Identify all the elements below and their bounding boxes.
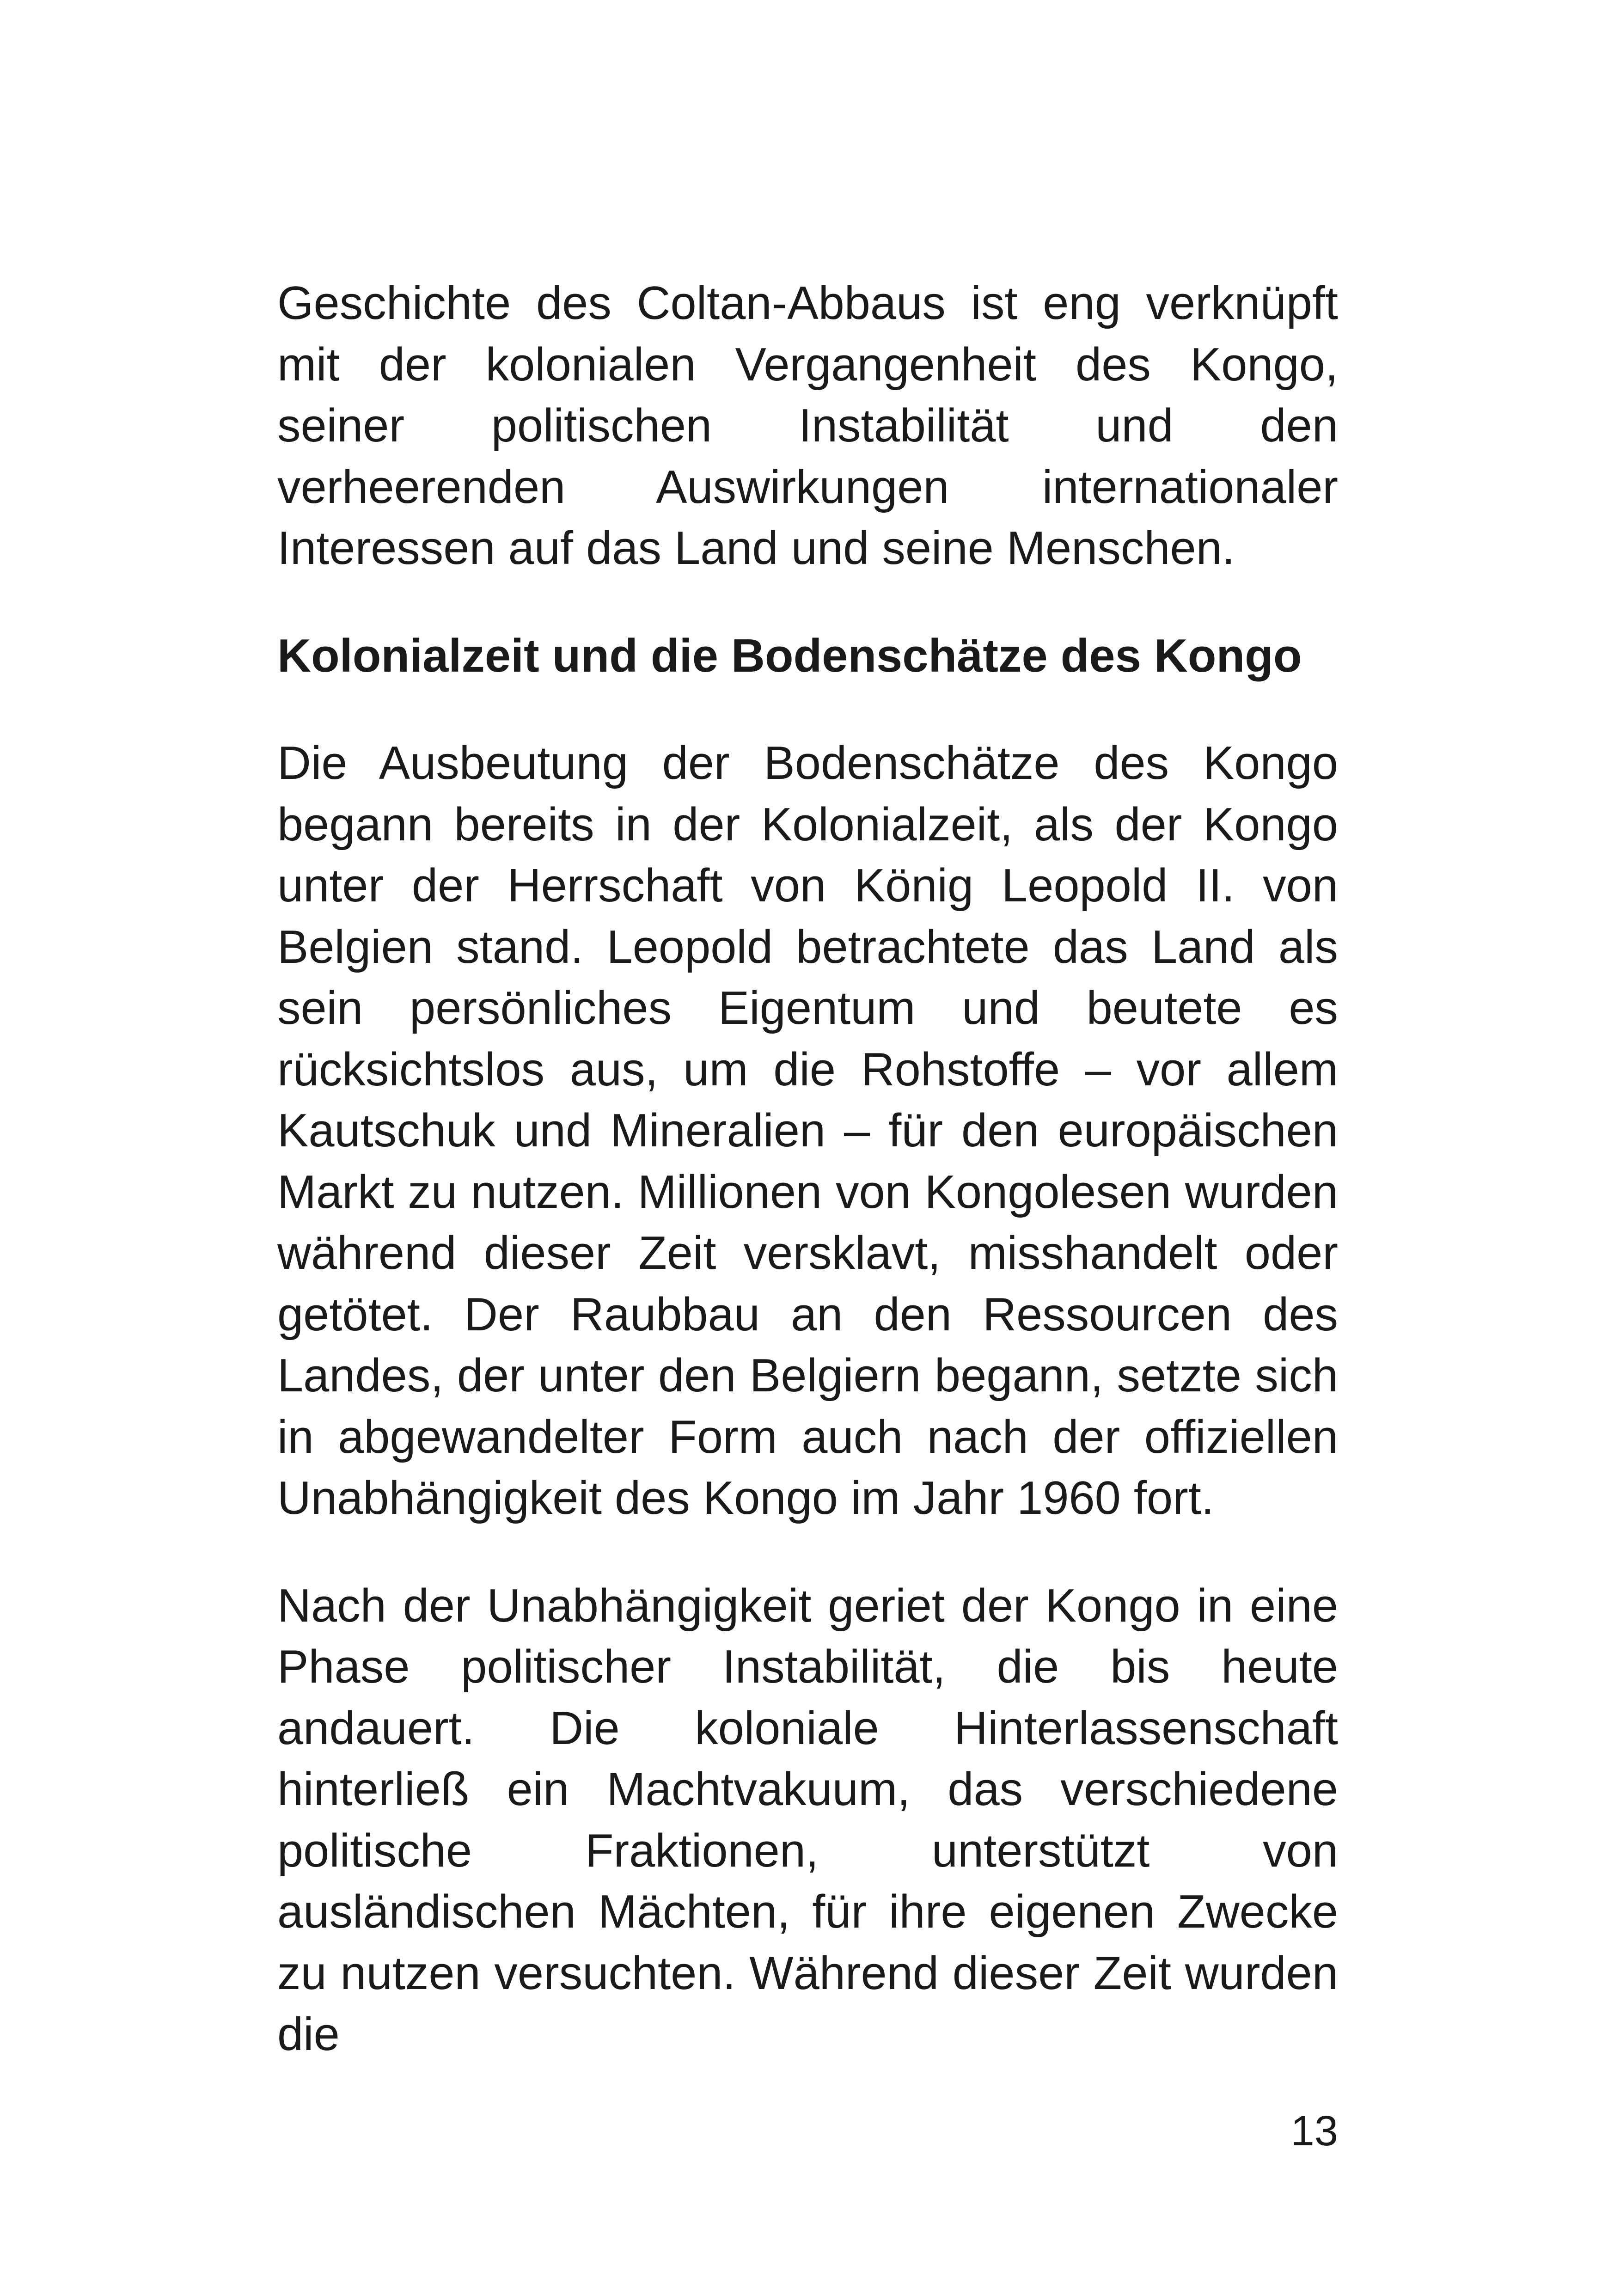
page-number: 13 (1290, 2107, 1338, 2155)
text-column (277, 273, 1338, 2065)
intro-paragraph: Geschichte des Coltan-Abbaus ist eng verknüpft mit der kolonialen Vergangenheit des Kongo, seiner politischen Instabilität und den verheerenden Auswirkungen internationaler Interessen auf das Land und seine Menschen. (277, 277, 1338, 574)
colonial-paragraph: Die Ausbeutung der Bodenschätze des Kongo begann bereits in der Kolonialzeit, als der Kongo unter der Herrschaft von König Leopold II. von Belgien stand. Leopold betrachtete das Land als sein persönliches Eigentum und beutete es rücksichtslos aus, um die Rohstoffe – vor allem Kautschuk und Mineralien – für den europäischen Markt zu nutzen. Millionen von Kongolesen wurden während dieser Zeit versklavt, misshandelt oder getötet. Der Raubbau an den Ressourcen des Landes, der unter den Belgiern begann, setzte sich in abgewandelter Form auch nach der offiziellen Unabhängigkeit des Kongo im Jahr 1960 fort. (277, 737, 1338, 1524)
section-heading: Kolonialzeit und die Bodenschätze des Kongo (277, 630, 1302, 682)
independence-paragraph: Nach der Unabhängigkeit geriet der Kongo in eine Phase politischer Instabilität, die bis heute andauert. Die koloniale Hinterlassenschaft hinterließ ein Machtvakuum, das verschiedene politische Fraktionen, unterstützt von ausländischen Mächten, für ihre eigenen Zwecke zu nutzen versuchten. Während dieser Zeit wurden die (277, 1580, 1338, 2060)
